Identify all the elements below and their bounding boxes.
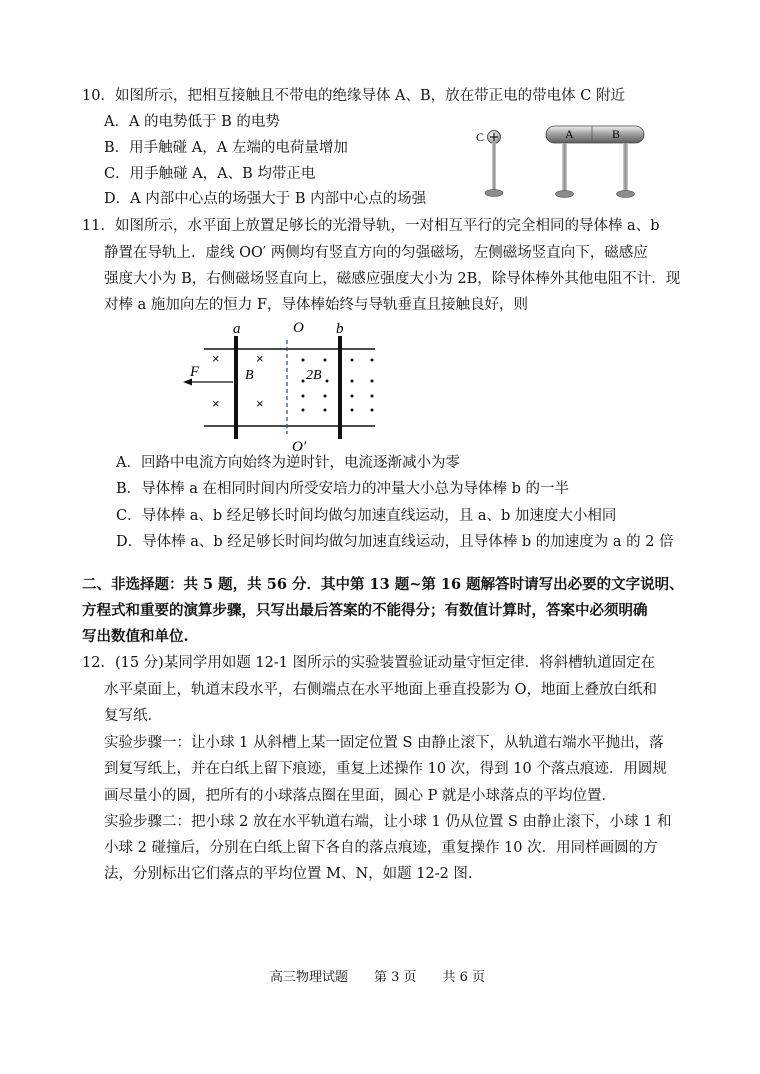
svg-text:×: × [256,351,264,366]
page-footer: 高三物理试题 第 3 页 共 6 页 [270,970,486,985]
q10-stem: 10．如图所示，把相互接触且不带电的绝缘导体 A、B，放在带正电的带电体 C 附近 [82,88,625,104]
section2-line-3: 写出数值和单位. [82,628,189,645]
q11-option-c: C．导体棒 a、b 经足够长时间均做匀加速直线运动，且 a、b 加速度大小相同 [116,508,617,524]
q10-option-c: C．用手触碰 A，A、B 均带正电 [104,166,316,182]
q12-line-7: 实验步骤二：把小球 2 放在水平轨道右端，让小球 1 仍从位置 S 由静止滚下，小球 1 和 [104,814,672,830]
q12-line-2: 水平桌面上，轨道末段水平，右侧端点在水平地面上垂直投影为 O，地面上叠放白纸和 [104,682,657,698]
q11-option-b: B．导体棒 a 在相同时间内所受安培力的冲量大小总为导体棒 b 的一半 [116,481,570,497]
svg-text:×: × [256,396,264,411]
label-field-2b: 2B [306,368,322,383]
q12-line-8: 小球 2 碰撞后，分别在白纸上留下各自的落点痕迹，重复操作 10 次．用同样画圆的方 [104,840,658,856]
q11-option-d: D．导体棒 a、b 经足够长时间均做匀加速直线运动，且导体棒 b 的加速度为 a 的 2 倍 [116,534,674,550]
label-field-b: B [245,368,254,383]
q12-line-6: 画尽量小的圆，把所有的小球落点圈在里面，圆心 P 就是小球落点的平均位置． [104,788,616,804]
label-b: B [612,127,621,141]
q11-stem-line-2: 静置在导轨上．虚线 OO′ 两侧均有竖直方向的匀强磁场，左侧磁场竖直向下，磁感应 [104,245,648,261]
label-a: A [565,127,574,141]
label-rod-a: a [233,321,241,337]
q11-stem-line-3: 强度大小为 B，右侧磁场竖直向上，磁感应强度大小为 2B，除导体棒外其他电阻不计．现 [104,271,681,287]
q11-stem-line-4: 对棒 a 施加向左的恒力 F，导体棒始终与导轨垂直且接触良好，则 [104,297,529,313]
q11-stem-line-1: 11．如图所示，水平面上放置足够长的光滑导轨，一对相互平行的完全相同的导体棒 a、b [82,218,660,234]
field-out-of-page-marks [302,359,374,412]
q12-line-9: 法，分别标出它们落点的平均位置 M、N，如题 12-2 图. [104,866,473,882]
q12-line-1: 12．(15 分)某同学用如题 12-1 图所示的实验装置验证动量守恒定律．将斜槽轨道固定在 [82,655,656,671]
label-rod-b: b [336,321,344,337]
label-o-top: O [293,320,304,336]
section2-line-1: 二、非选择题：共 5 题，共 56 分．其中第 13 题~第 16 题解答时请写出必要的文字说明、 [82,576,684,593]
q12-line-5: 到复写纸上，并在白纸上留下痕迹，重复上述操作 10 次，得到 10 个落点痕迹．用圆规 [104,761,667,777]
label-o-bottom: O′ [292,439,307,455]
q12-line-4: 实验步骤一：让小球 1 从斜槽上某一固定位置 S 由静止滚下，从轨道右端水平抛出，落 [104,735,664,751]
q12-line-3: 复写纸． [104,708,162,724]
q10-option-b: B．用手触碰 A，A 左端的电荷量增加 [104,140,348,156]
svg-text:×: × [212,396,220,411]
q10-option-d: D．A 内部中心点的场强大于 B 内部中心点的场强 [104,191,427,207]
q10-option-a: A．A 的电势低于 B 的电势 [104,114,280,130]
svg-text:×: × [212,351,220,366]
label-c: C [476,130,485,144]
section2-line-2: 方程式和重要的演算步骤，只写出最后答案的不能得分；有数值计算时，答案中必须明确 [82,602,648,619]
q11-option-a: A．回路中电流方向始终为逆时针，电流逐渐减小为零 [116,455,460,471]
label-force: F [190,364,200,380]
